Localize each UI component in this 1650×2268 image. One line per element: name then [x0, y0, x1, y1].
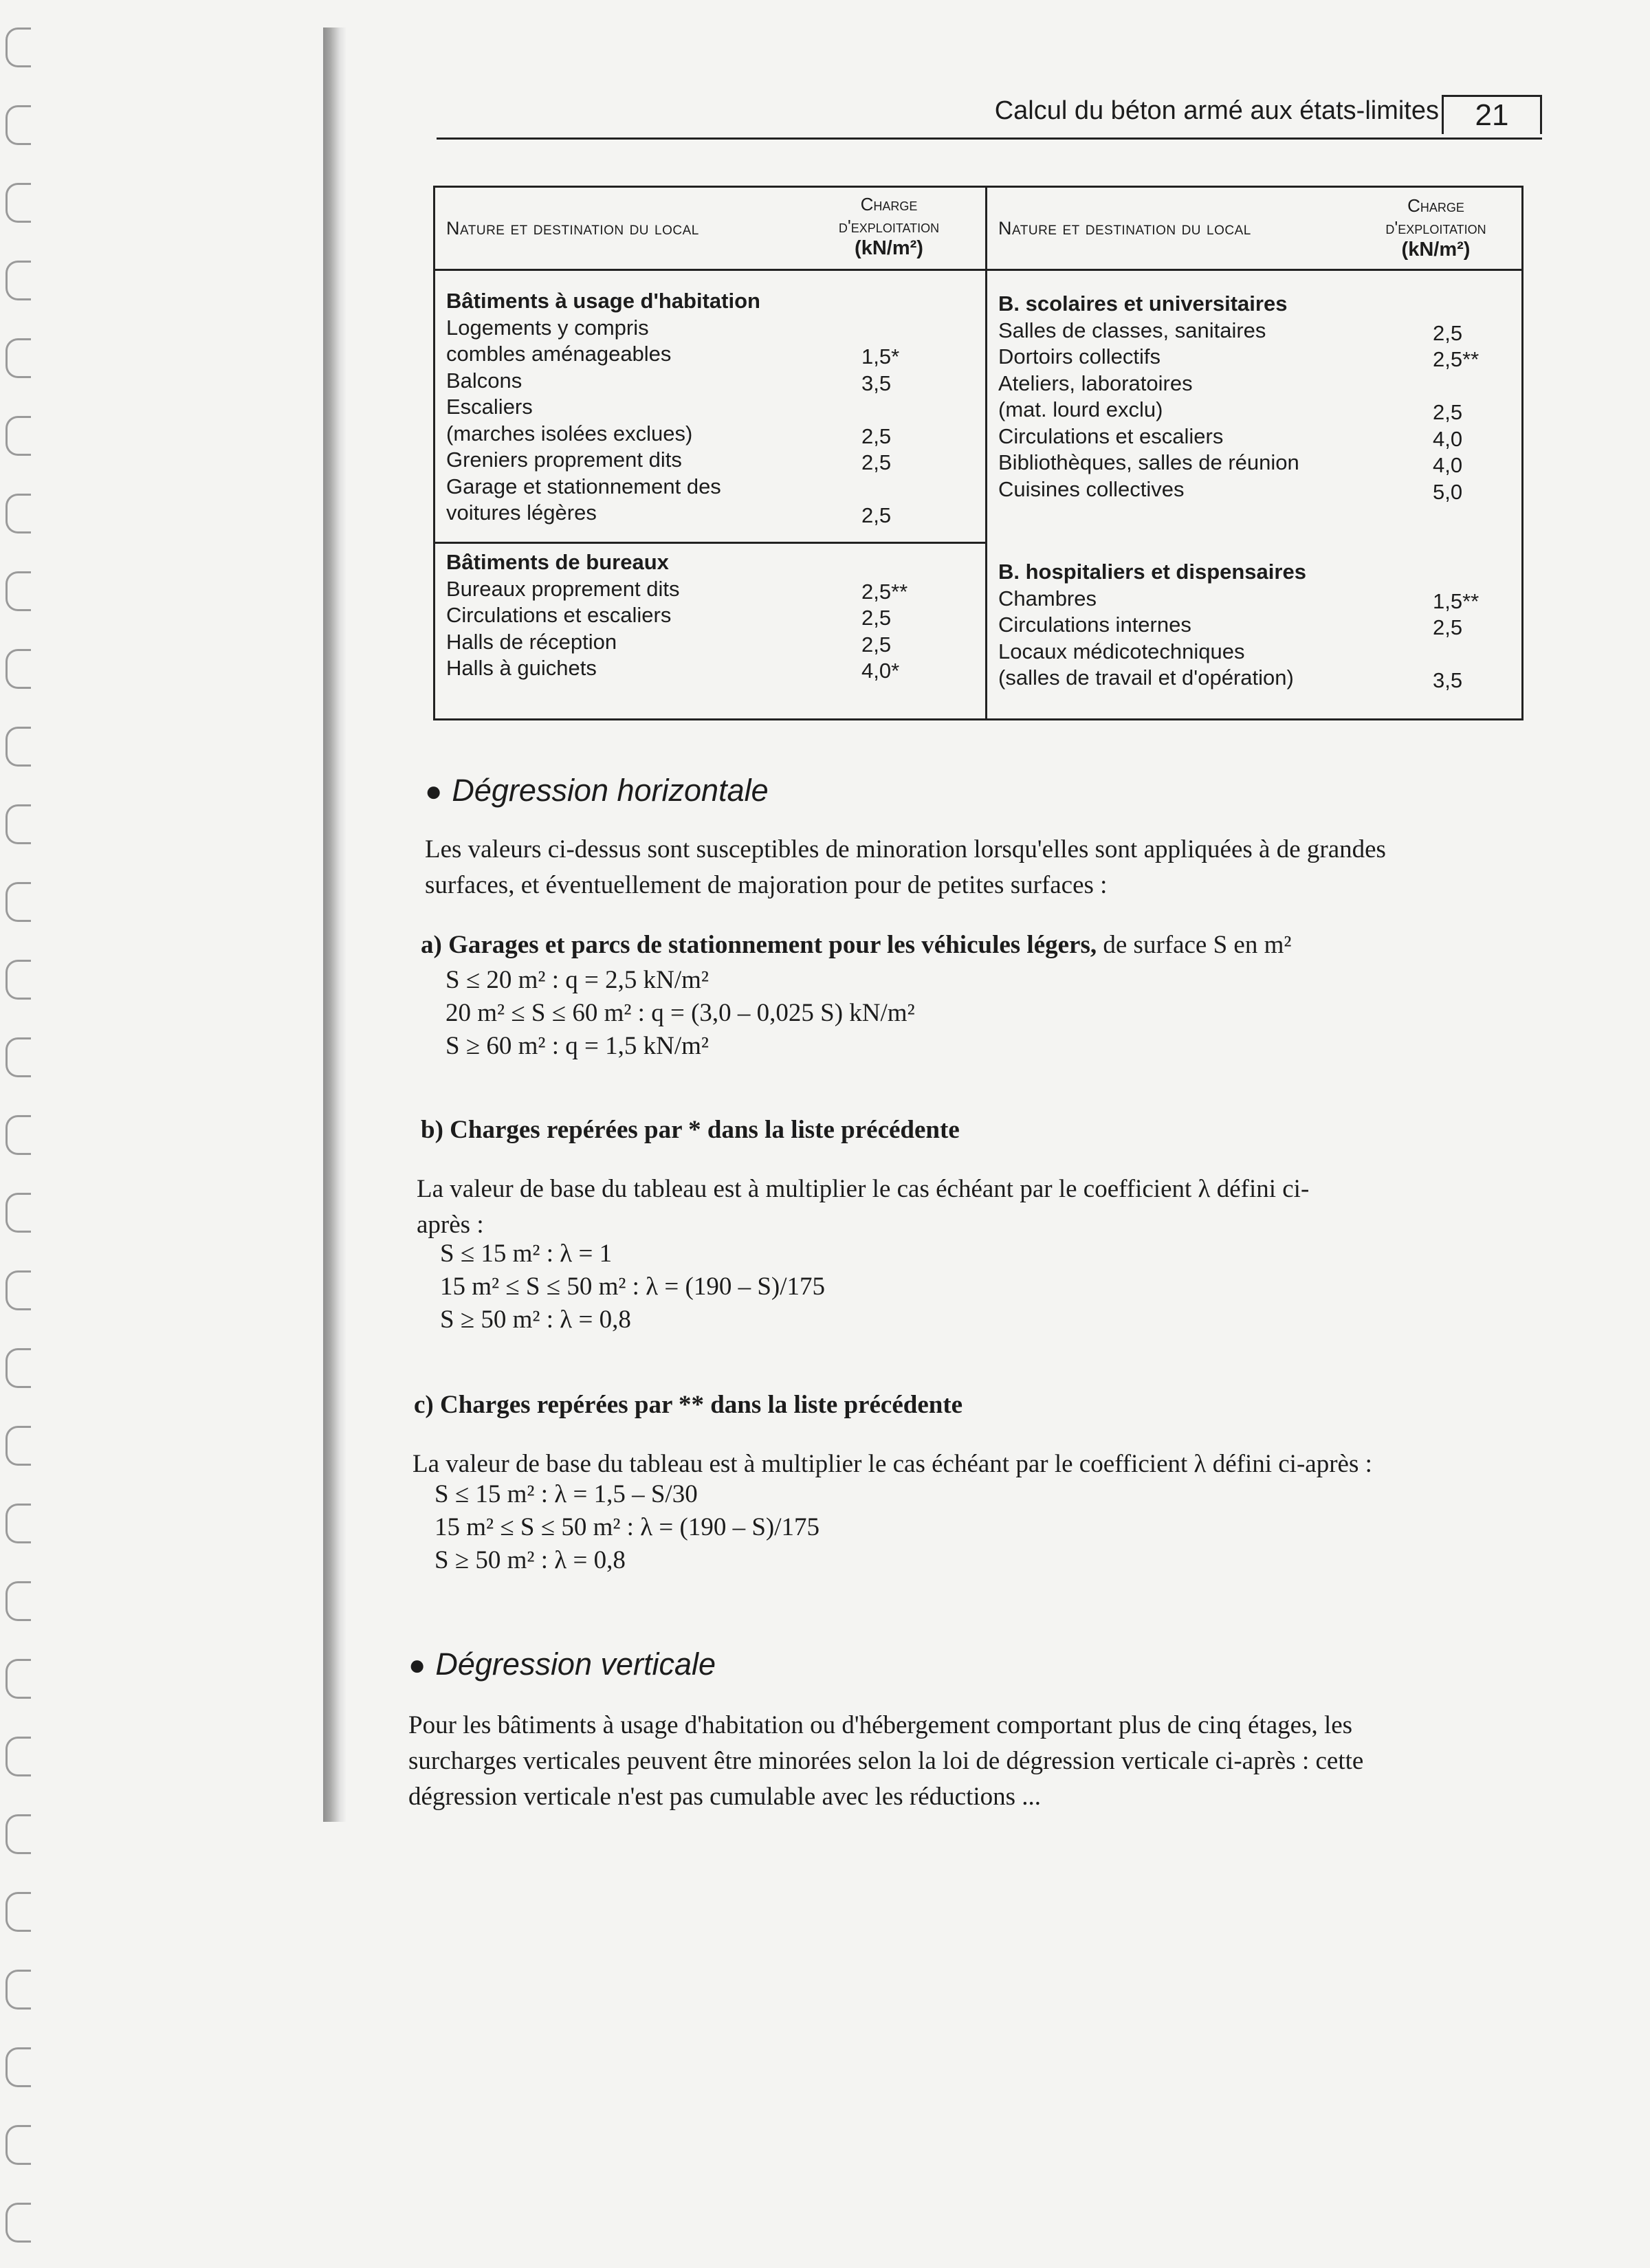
table-row [987, 665, 1521, 692]
row-value: 4,0 [1433, 453, 1463, 477]
page-number: 21 [1442, 95, 1542, 134]
binding-ring [6, 1193, 31, 1233]
bullet-icon: ● [425, 775, 443, 807]
table-left-column [435, 188, 987, 718]
table-row [987, 639, 1521, 665]
intro-paragraph [425, 832, 1386, 903]
table-row [435, 602, 985, 629]
table-row [987, 586, 1521, 613]
binding-ring [6, 183, 31, 223]
col-charge-line1-right: Charge [1407, 195, 1464, 216]
row-value: 2,5 [861, 503, 892, 527]
row-label: Salles de classes, sanitaires [998, 318, 1266, 342]
row-label: Chambres [998, 586, 1097, 610]
col-charge-line1: Charge [860, 194, 918, 214]
row-value: 3,5 [861, 371, 892, 395]
bullet-icon: ● [408, 1649, 426, 1681]
binding-ring [6, 1115, 31, 1155]
binding-ring [6, 1814, 31, 1854]
heading-degression-verticale [408, 1647, 716, 1682]
binding-ring [6, 1037, 31, 1077]
row-label: Balcons [446, 368, 522, 393]
col-unit: (kN/m²) [855, 237, 923, 259]
binding-ring [6, 1970, 31, 2010]
row-label: Halls de réception [446, 629, 617, 654]
formula-line: S ≥ 60 m² : q = 1,5 kN/m² [446, 1032, 710, 1060]
binding-ring [6, 1892, 31, 1932]
row-label: Escaliers [446, 395, 533, 419]
col-charge-header [800, 193, 978, 259]
binding-ring [6, 804, 31, 844]
formulas-c [434, 1478, 820, 1577]
row-label: Circulations et escaliers [446, 603, 672, 627]
table-row [435, 368, 985, 395]
table-header-right [987, 188, 1521, 271]
row-value: 4,0* [861, 659, 900, 683]
table-header-left [435, 188, 985, 271]
group-bureaux [435, 542, 985, 682]
table-row [435, 394, 985, 421]
group-scolaires [987, 291, 1521, 503]
group-title: Bâtiments de bureaux [446, 550, 669, 574]
row-label: Logements y compris [446, 315, 649, 340]
row-value: 2,5 [861, 423, 892, 448]
verticale-line-1: Pour les bâtiments à usage d'habitation ou d'hébergement comportant plus de cinq étages, les [408, 1711, 1353, 1739]
formulas-a [446, 964, 915, 1063]
table-row [435, 474, 985, 500]
subhead-c: c) Charges repérées par ** dans la liste précédente [414, 1391, 963, 1419]
running-header [437, 95, 1542, 140]
binding-ring [6, 338, 31, 378]
table-row [435, 629, 985, 656]
binding-ring [6, 2203, 31, 2243]
table-row [987, 397, 1521, 423]
row-label: Garage et stationnement des [446, 474, 721, 498]
row-label: Circulations et escaliers [998, 423, 1224, 448]
table-row [987, 371, 1521, 397]
binding-ring [6, 882, 31, 922]
group-title: B. scolaires et universitaires [998, 291, 1288, 316]
row-label: Dortoirs collectifs [998, 344, 1160, 368]
paragraph-b [417, 1171, 1309, 1243]
table-row [987, 318, 1521, 344]
binding-ring [6, 261, 31, 300]
subhead-b: b) Charges repérées par * dans la liste précédente [421, 1116, 960, 1144]
table-row [987, 344, 1521, 371]
row-value: 2,5** [861, 579, 908, 604]
col-nature-header: Nature et destination du local [446, 218, 699, 239]
heading-text-2: Dégression verticale [435, 1647, 716, 1682]
binding-ring [6, 2047, 31, 2087]
group-title-row [435, 549, 985, 576]
subhead-a-suffix: de surface S en m² [1103, 931, 1292, 959]
binding-ring [6, 649, 31, 689]
binding-ring [6, 727, 31, 767]
paragraph-b-line-1: La valeur de base du tableau est à multiplier le cas échéant par le coefficient λ défini ci- [417, 1175, 1310, 1203]
row-value: 3,5 [1433, 668, 1463, 692]
table-row [435, 315, 985, 342]
row-label: Bibliothèques, salles de réunion [998, 450, 1299, 474]
row-label: Circulations internes [998, 613, 1191, 637]
table-row [987, 612, 1521, 639]
row-value: 2,5 [1433, 615, 1463, 639]
paragraph-verticale [408, 1708, 1363, 1815]
torn-page-edge [323, 27, 346, 1822]
table-row [435, 576, 985, 603]
row-label: (mat. lourd exclu) [998, 397, 1163, 421]
binding-ring [6, 1348, 31, 1388]
formulas-b [440, 1237, 825, 1336]
binding-ring [6, 960, 31, 1000]
binding-ring [6, 1581, 31, 1621]
row-value: 2,5 [861, 632, 892, 657]
formula-line: 15 m² ≤ S ≤ 50 m² : λ = (190 – S)/175 [440, 1273, 826, 1301]
spiral-binding [0, 0, 41, 2268]
formula-line: 20 m² ≤ S ≤ 60 m² : q = (3,0 – 0,025 S) kN/m² [446, 999, 915, 1027]
binding-ring [6, 571, 31, 611]
row-value: 2,5 [1433, 320, 1463, 345]
heading-degression-horizontale [425, 773, 769, 808]
binding-ring [6, 494, 31, 533]
binding-ring [6, 1504, 31, 1543]
row-label: Locaux médicotechniques [998, 639, 1245, 663]
running-title: Calcul du béton armé aux états-limites [994, 96, 1439, 125]
binding-ring [6, 2125, 31, 2165]
row-value: 4,0 [1433, 426, 1463, 451]
group-title-row [435, 288, 985, 315]
table-row [987, 476, 1521, 503]
table-row [987, 423, 1521, 450]
group-title: Bâtiments à usage d'habitation [446, 289, 760, 313]
intro-line-2: surfaces, et éventuellement de majoration pour de petites surfaces : [425, 871, 1108, 899]
verticale-line-3: dégression verticale n'est pas cumulable avec les réductions ... [408, 1783, 1042, 1811]
verticale-line-2: surcharges verticales peuvent être minorées selon la loi de dégression verticale ci-après : cette [408, 1747, 1364, 1775]
formula-line: S ≥ 50 m² : λ = 0,8 [440, 1306, 631, 1334]
subhead-a-title: a) Garages et parcs de stationnement pour les véhicules légers, [421, 931, 1097, 959]
row-label: Bureaux proprement dits [446, 576, 680, 601]
row-value: 2,5 [861, 606, 892, 630]
row-value: 2,5** [1433, 347, 1480, 371]
row-label: Ateliers, laboratoires [998, 371, 1193, 395]
row-label: Cuisines collectives [998, 476, 1185, 501]
table-row [435, 447, 985, 474]
row-value: 2,5 [861, 450, 892, 474]
col-charge-header-right [1352, 189, 1520, 261]
paragraph-c: La valeur de base du tableau est à multiplier le cas échéant par le coefficient λ défini ci-après : [412, 1450, 1372, 1478]
formula-line: S ≥ 50 m² : λ = 0,8 [434, 1546, 626, 1574]
table-row [435, 500, 985, 527]
binding-ring [6, 1426, 31, 1466]
formula-line: S ≤ 15 m² : λ = 1,5 – S/30 [434, 1480, 698, 1508]
group-title: B. hospitaliers et dispensaires [998, 560, 1306, 584]
col-nature-header-right: Nature et destination du local [998, 218, 1251, 239]
formula-line: S ≤ 20 m² : q = 2,5 kN/m² [446, 966, 710, 994]
col-charge-line2-right: d'exploitation [1385, 217, 1486, 238]
formula-line: S ≤ 15 m² : λ = 1 [440, 1240, 613, 1268]
paragraph-b-line-2: après : [417, 1211, 484, 1239]
binding-ring [6, 1270, 31, 1310]
binding-ring [6, 416, 31, 456]
row-label: (marches isolées exclues) [446, 421, 693, 445]
table-row [435, 341, 985, 368]
row-value: 2,5 [1433, 400, 1463, 424]
row-value: 1,5** [1433, 588, 1480, 613]
table-row [435, 655, 985, 682]
row-value: 1,5* [861, 344, 900, 368]
intro-line-1: Les valeurs ci-dessus sont susceptibles de minoration lorsqu'elles sont appliquées à de grandes [425, 835, 1386, 863]
heading-text: Dégression horizontale [452, 773, 769, 808]
formula-line: 15 m² ≤ S ≤ 50 m² : λ = (190 – S)/175 [434, 1513, 820, 1541]
group-hospitaliers [987, 559, 1521, 692]
binding-ring [6, 1737, 31, 1776]
group-title-row [987, 291, 1521, 318]
group-title-row [987, 559, 1521, 586]
table-right-column [987, 188, 1521, 718]
subhead-a [421, 930, 1291, 960]
row-label: Greniers proprement dits [446, 448, 682, 472]
row-label: (salles de travail et d'opération) [998, 665, 1294, 690]
row-value: 5,0 [1433, 479, 1463, 504]
group-habitation [435, 288, 985, 527]
row-label: voitures légères [446, 500, 597, 525]
binding-ring [6, 1659, 31, 1699]
table-row [435, 421, 985, 448]
row-label: Halls à guichets [446, 656, 597, 680]
col-charge-line2: d'exploitation [838, 216, 940, 236]
load-table [433, 186, 1524, 720]
row-label: combles aménageables [446, 342, 672, 366]
col-unit-right: (kN/m²) [1401, 239, 1471, 261]
binding-ring [6, 105, 31, 145]
table-row [987, 450, 1521, 476]
binding-ring [6, 27, 31, 67]
